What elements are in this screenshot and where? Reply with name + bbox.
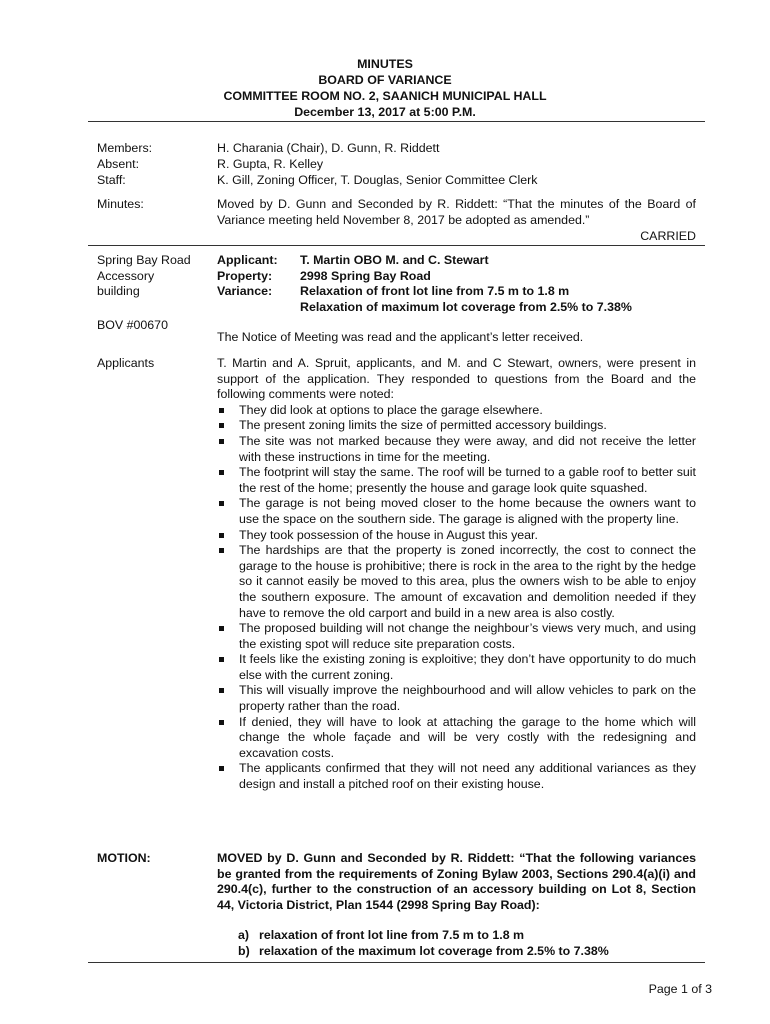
bov-number: BOV #00670 (97, 318, 168, 332)
item-label (97, 253, 215, 300)
staff-label: Staff: (97, 173, 126, 187)
comment-item: The proposed building will not change the neighbour’s views very much, and using the existing spot will reduce site preparation costs. (217, 621, 696, 652)
page-bottom-divider (88, 962, 705, 963)
comment-item: The site was not marked because they were away, and did not receive the letter with these instructions in time for the meeting. (217, 434, 696, 465)
comment-item: The footprint will stay the same. The roof will be turned to a gable roof to better suit the rest of the home; presently the house and garage look quite squashed. (217, 465, 696, 496)
members-value: H. Charania (Chair), D. Gunn, R. Riddett (217, 141, 440, 155)
comment-item: This will visually improve the neighbourhood and will allow vehicles to park on the property rather than the road. (217, 683, 696, 714)
notice-text: The Notice of Meeting was read and the applicant’s letter received. (217, 330, 584, 344)
header-divider (88, 121, 705, 122)
minutes-label: Minutes: (97, 197, 144, 211)
header-title: MINUTES (357, 57, 413, 71)
motion-item-marker: b) (238, 943, 250, 958)
motion-text: MOVED by D. Gunn and Seconded by R. Riddett: “That the following variances be granted from the requirements of Zoning Bylaw 2003, Sections 290.4(a)(i) and 290.4(c), further to the construction of an accessory building on Lot 8, Section 44, Victoria District, Plan 1544 (2998 Spring Bay Road): (217, 851, 696, 912)
motion-label: MOTION: (97, 851, 151, 865)
comment-item: The present zoning limits the size of permitted accessory buildings. (217, 418, 696, 434)
item-label-line2: Accessory (97, 268, 155, 283)
comment-item: The garage is not being moved closer to the home because the owners want to use the space on the southern side. The garage is aligned with the property line. (217, 496, 696, 527)
motion-item-a (238, 928, 698, 944)
header-board: BOARD OF VARIANCE (318, 73, 452, 87)
applicants-body (217, 356, 696, 793)
property-label: Property: (217, 268, 273, 283)
page-number: Page 1 of 3 (648, 982, 712, 996)
staff-value: K. Gill, Zoning Officer, T. Douglas, Senior Committee Clerk (217, 173, 538, 187)
minutes-carried: CARRIED (640, 229, 696, 243)
variance-value-front: Relaxation of front lot line from 7.5 m to 1.8 m (300, 284, 570, 299)
item-label-line1: Spring Bay Road (97, 253, 191, 267)
header-location: COMMITTEE ROOM NO. 2, SAANICH MUNICIPAL HALL (223, 89, 547, 103)
item-label-line3: building (97, 284, 140, 299)
variance-label: Variance: (217, 284, 273, 299)
comment-item: If denied, they will have to look at attaching the garage to the home which will change the whole façade and will be very costly with the redesigning and excavation costs. (217, 715, 696, 762)
comment-item: The hardships are that the property is zoned incorrectly, the cost to connect the garage to the house is prohibitive; there is rock in the area to the right by the hedge so it cannot easily be moved to this area, plus the owners wish to be able to enjoy the southern exposure. The amount of excavation and demolition needed if they have to remove the old carport and build in a new area is also costly. (217, 543, 696, 621)
variance-value-coverage: Relaxation of maximum lot coverage from 2.5% to 7.38% (300, 299, 632, 314)
motion-item-text: relaxation of the maximum lot coverage from 2.5% to 7.38% (259, 943, 609, 958)
document-header (0, 56, 770, 120)
motion-variance-list (238, 928, 698, 959)
applicants-label: Applicants (97, 356, 155, 370)
comment-item: They did look at options to place the garage elsewhere. (217, 403, 696, 419)
comment-item: The applicants confirmed that they will not need any additional variances as they design and install a pitched roof on their existing house. (217, 761, 696, 792)
applicant-value: T. Martin OBO M. and C. Stewart (300, 253, 489, 267)
motion-item-text: relaxation of front lot line from 7.5 m to 1.8 m (259, 928, 525, 942)
applicants-intro: T. Martin and A. Spruit, applicants, and M. and C Stewart, owners, were present in support of the application. They responded to questions from the Board and the following comments were noted: (217, 356, 696, 402)
comments-list (217, 403, 696, 793)
property-value: 2998 Spring Bay Road (300, 268, 431, 283)
item-details (217, 253, 707, 315)
comment-item: They took possession of the house in August this year. (217, 528, 696, 544)
header-date: December 13, 2017 at 5:00 P.M. (294, 105, 476, 119)
motion-item-b (238, 944, 698, 960)
absent-label: Absent: (97, 157, 140, 171)
minutes-divider (88, 245, 705, 246)
minutes-text: Moved by D. Gunn and Seconded by R. Riddett: “That the minutes of the Board of Variance meeting held November 8, 2017 be adopted as amended.” (217, 197, 696, 227)
absent-value: R. Gupta, R. Kelley (217, 157, 324, 171)
applicant-label: Applicant: (217, 253, 278, 267)
members-label: Members: (97, 141, 153, 155)
comment-item: It feels like the existing zoning is exploitive; they don’t have opportunity to do much else with the current zoning. (217, 652, 696, 683)
motion-item-marker: a) (238, 928, 250, 942)
